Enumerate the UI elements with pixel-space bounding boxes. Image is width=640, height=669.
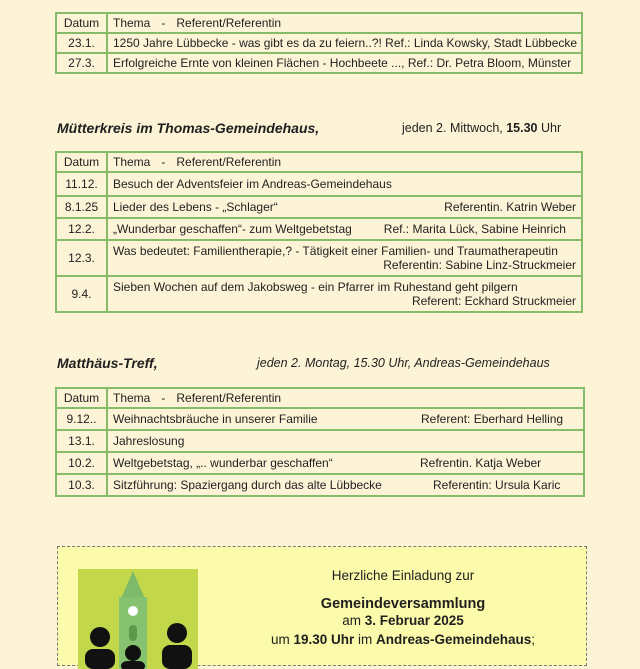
table-row xyxy=(56,452,584,474)
row-date: 13.1. xyxy=(56,430,107,452)
row-topic xyxy=(107,240,582,276)
row-topic-text: Lieder des Lebens - „Schlager“ xyxy=(113,200,278,214)
event-time: 19.30 Uhr xyxy=(293,632,355,647)
table-row xyxy=(56,218,582,240)
row-topic-text: Sieben Wochen auf dem Jakobsweg - ein Pfarrer im Ruhestand geht pilgern xyxy=(113,280,518,294)
row-topic-text: Weltgebetstag, „.. wunderbar geschaffen“ xyxy=(113,456,333,470)
church-logo xyxy=(78,569,198,669)
header-separator: - xyxy=(161,16,166,30)
table-row xyxy=(56,276,582,312)
row-date: 8.1.25 xyxy=(56,196,107,218)
time-prefix: um xyxy=(270,632,294,647)
row-topic: Jahreslosung xyxy=(107,430,584,452)
row-topic xyxy=(107,474,584,496)
row-topic-text: Was bedeutet: Familientherapie,? - Tätigkeit einer Familien- und Traumatherapeutin xyxy=(113,244,558,258)
meta-prefix: jeden 2. Mittwoch, xyxy=(402,121,507,135)
row-date: 9.4. xyxy=(56,276,107,312)
header-referent-label: Referent/Referentin xyxy=(176,155,282,169)
header-datum: Datum xyxy=(56,152,107,172)
table-row xyxy=(56,240,582,276)
row-date: 23.1. xyxy=(56,33,107,53)
section-meta-muetterkreis xyxy=(402,121,561,135)
table-row xyxy=(56,474,584,496)
event-place: Andreas-Gemeindehaus xyxy=(376,632,532,647)
invitation-line-intro: Herzliche Einladung zur xyxy=(331,568,475,583)
table-row xyxy=(56,33,582,53)
header-referent-label: Referent/Referentin xyxy=(176,16,282,30)
header-thema xyxy=(107,13,582,33)
header-datum: Datum xyxy=(56,13,107,33)
row-referent: Ref.: Marita Lück, Sabine Heinrich xyxy=(383,222,566,236)
row-topic-text: Weihnachtsbräuche in unserer Familie xyxy=(113,412,318,426)
row-topic-text: Sitzführung: Spaziergang durch das alte Lübbecke xyxy=(113,478,382,492)
header-referent-label: Referent/Referentin xyxy=(176,391,282,405)
table-row xyxy=(56,408,584,430)
row-topic xyxy=(107,196,582,218)
row-date: 10.2. xyxy=(56,452,107,474)
section-meta-matthaeus: jeden 2. Montag, 15.30 Uhr, Andreas-Gemeindehaus xyxy=(257,356,550,370)
section-title-muetterkreis: Mütterkreis im Thomas-Gemeindehaus, xyxy=(57,120,320,136)
section-title-matthaeus: Matthäus-Treff, xyxy=(57,355,158,371)
row-referent: Referentin: Sabine Linz-Struckmeier xyxy=(383,258,576,272)
table-section-1 xyxy=(55,12,583,74)
row-topic: 1250 Jahre Lübbecke - was gibt es da zu feiern..?! Ref.: Linda Kowsky, Stadt Lübbecke xyxy=(107,33,582,53)
row-topic xyxy=(107,452,584,474)
table-row xyxy=(56,53,582,73)
row-topic xyxy=(107,408,584,430)
invitation-box xyxy=(57,546,587,666)
header-thema xyxy=(107,388,584,408)
row-date: 27.3. xyxy=(56,53,107,73)
header-thema-label: Thema xyxy=(113,391,151,405)
table-section-3 xyxy=(55,387,585,497)
row-topic: Erfolgreiche Ernte von kleinen Flächen - Hochbeete ..., Ref.: Dr. Petra Bloom, Münster xyxy=(107,53,582,73)
header-thema-label: Thema xyxy=(113,155,151,169)
table-section-2 xyxy=(55,151,583,313)
table-row xyxy=(56,430,584,452)
row-date: 11.12. xyxy=(56,172,107,196)
header-datum: Datum xyxy=(56,388,107,408)
row-referent: Referentin: Ursula Karic xyxy=(433,478,561,492)
table-header-row xyxy=(56,13,582,33)
place-suffix: ; xyxy=(531,632,536,647)
row-referent: Referentin. Katrin Weber xyxy=(444,200,576,214)
header-separator: - xyxy=(161,155,166,169)
row-referent: Referent: Eckhard Struckmeier xyxy=(411,294,576,308)
row-referent: Referent: Eberhard Helling xyxy=(421,412,564,426)
header-separator: - xyxy=(161,391,166,405)
church-people-icon xyxy=(78,569,198,669)
row-topic xyxy=(107,276,582,312)
row-date: 9.12.. xyxy=(56,408,107,430)
meta-suffix: Uhr xyxy=(537,121,562,135)
invitation-line-date xyxy=(238,613,568,628)
meta-time: 15.30 xyxy=(506,121,538,135)
header-thema xyxy=(107,152,582,172)
row-date: 12.2. xyxy=(56,218,107,240)
row-date: 10.3. xyxy=(56,474,107,496)
row-referent: Refrentin. Katja Weber xyxy=(420,456,542,470)
table-row xyxy=(56,172,582,196)
row-topic-text: „Wunderbar geschaffen“- zum Weltgebetstag xyxy=(113,222,352,236)
row-topic xyxy=(107,218,582,240)
invitation-line-event: Gemeindeversammlung xyxy=(320,596,486,612)
row-topic: Besuch der Adventsfeier im Andreas-Gemeindehaus xyxy=(107,172,582,196)
event-date: 3. Februar 2025 xyxy=(364,613,464,628)
row-date: 12.3. xyxy=(56,240,107,276)
table-header-row xyxy=(56,388,584,408)
header-thema-label: Thema xyxy=(113,16,151,30)
table-row xyxy=(56,196,582,218)
date-prefix: am xyxy=(342,613,365,628)
table-header-row xyxy=(56,152,582,172)
place-prefix: im xyxy=(354,632,376,647)
